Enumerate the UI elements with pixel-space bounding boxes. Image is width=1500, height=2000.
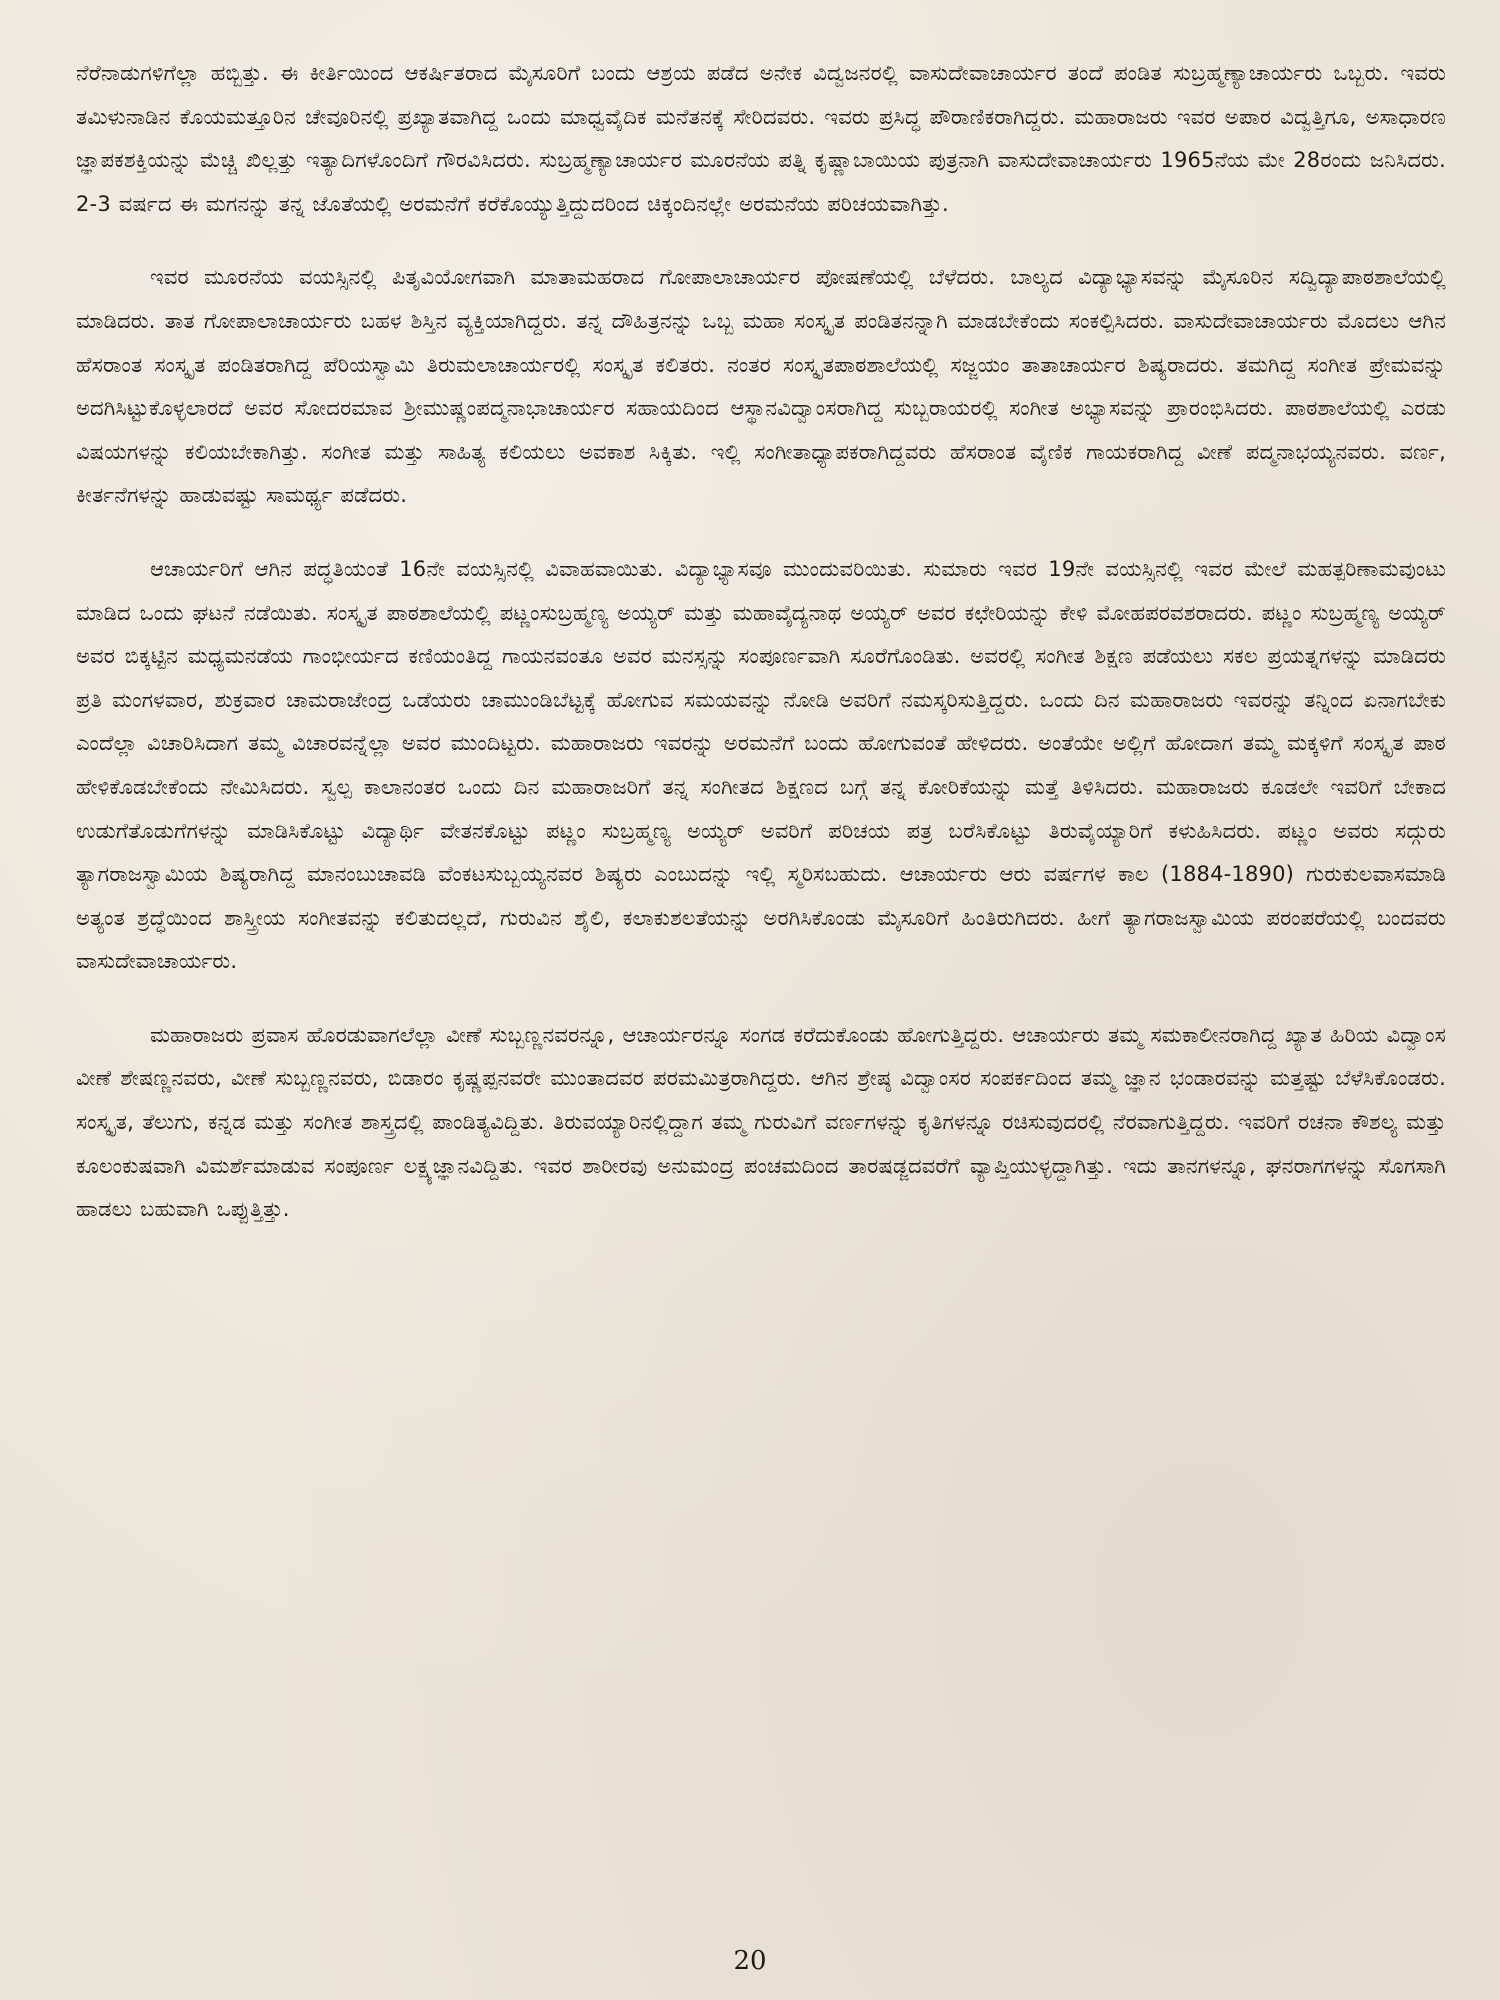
- paragraph-4: ಮಹಾರಾಜರು ಪ್ರವಾಸ ಹೊರಡುವಾಗಲೆಲ್ಲಾ ವೀಣೆ ಸುಬ್ಬಣ್ಣನವರನ್ನೂ, ಆಚಾರ್ಯರನ್ನೂ ಸಂಗಡ ಕರೆದುಕೊಂಡು ಹೋಗುತ್ತಿದ್ದರು. ಆಚಾರ್ಯರು ತಮ್ಮ ಸಮಕಾಲೀನರಾಗಿದ್ದ ಖ್ಯಾತ ಹಿರಿಯ ವಿದ್ವಾಂಸ ವೀಣೆ ಶೇಷಣ್ಣನವರು, ವೀಣೆ ಸುಬ್ಬಣ್ಣನವರು, ಬಿಡಾರಂ ಕೃಷ್ಣಪ್ಪನವರೇ ಮುಂತಾದವರ ಪರಮಮಿತ್ರರಾಗಿದ್ದರು. ಆಗಿನ ಶ್ರೇಷ್ಠ ವಿದ್ವಾಂಸರ ಸಂಪರ್ಕದಿಂದ ತಮ್ಮ ಜ್ಞಾನ ಭಂಡಾರವನ್ನು ಮತ್ತಷ್ಟು ಬೆಳೆಸಿಕೊಂಡರು. ಸಂಸ್ಕೃತ, ತೆಲುಗು, ಕನ್ನಡ ಮತ್ತು ಸಂಗೀತ ಶಾಸ್ತ್ರದಲ್ಲಿ ಪಾಂಡಿತ್ಯವಿದ್ದಿತು. ತಿರುವಯ್ಯಾರಿನಲ್ಲಿದ್ದಾಗ ತಮ್ಮ ಗುರುವಿಗೆ ವರ್ಣಗಳನ್ನು ಕೃತಿಗಳನ್ನೂ ರಚಿಸುವುದರಲ್ಲಿ ನೆರವಾಗುತ್ತಿದ್ದರು. ಇವರಿಗೆ ರಚನಾ ಕೌಶಲ್ಯ ಮತ್ತು ಕೂಲಂಕುಷವಾಗಿ ವಿಮರ್ಶೆಮಾಡುವ ಸಂಪೂರ್ಣ ಲಕ್ಷ್ಯಜ್ಞಾನವಿದ್ದಿತು. ಇವರ ಶಾರೀರವು ಅನುಮಂದ್ರ ಪಂಚಮದಿಂದ ತಾರಷಡ್ಜದವರೆಗೆ ವ್ಯಾಪ್ತಿಯುಳ್ಳದ್ದಾಗಿತ್ತು. ಇದು ತಾನಗಳನ್ನೂ, ಘನರಾಗಗಳನ್ನು ಸೊಗಸಾಗಿ ಹಾಡಲು ಬಹುವಾಗಿ ಒಪ್ಪುತ್ತಿತ್ತು.: [76, 1022, 1446, 1222]
- page-number: 20: [733, 1946, 767, 1976]
- paragraph-1: ನೆರೆನಾಡುಗಳಿಗೆಲ್ಲಾ ಹಬ್ಬಿತ್ತು. ಈ ಕೀರ್ತಿಯಿಂದ ಆಕರ್ಷಿತರಾದ ಮೈಸೂರಿಗೆ ಬಂದು ಆಶ್ರಯ ಪಡೆದ ಅನೇಕ ವಿದ್ವಜನರಲ್ಲಿ ವಾಸುದೇವಾಚಾರ್ಯರ ತಂದೆ ಪಂಡಿತ ಸುಬ್ರಹ್ಮಣ್ಯಾಚಾರ್ಯರು ಒಬ್ಬರು. ಇವರು ತಮಿಳುನಾಡಿನ ಕೊಯಮತ್ತೂರಿನ ಚೇವೂರಿನಲ್ಲಿ ಪ್ರಖ್ಯಾತವಾಗಿದ್ದ ಒಂದು ಮಾಧ್ವವೈದಿಕ ಮನೆತನಕ್ಕೆ ಸೇರಿದವರು. ಇವರು ಪ್ರಸಿದ್ಧ ಪೌರಾಣಿಕರಾಗಿದ್ದರು. ಮಹಾರಾಜರು ಇವರ ಅಪಾರ ವಿದ್ವತ್ತಿಗೂ, ಅಸಾಧಾರಣ ಜ್ಞಾಪಕಶಕ್ತಿಯನ್ನು ಮೆಚ್ಚಿ ಖಿಲ್ಲತ್ತು ಇತ್ಯಾದಿಗಳೊಂದಿಗೆ ಗೌರವಿಸಿದರು. ಸುಬ್ರಹ್ಮಣ್ಯಾಚಾರ್ಯರ ಮೂರನೆಯ ಪತ್ನಿ ಕೃಷ್ಣಾಬಾಯಿಯ ಪುತ್ರನಾಗಿ ವಾಸುದೇವಾಚಾರ್ಯರು 1965ನೆಯ ಮೇ 28ರಂದು ಜನಿಸಿದರು. 2-3 ವರ್ಷದ ಈ ಮಗನನ್ನು ತನ್ನ ಜೊತೆಯಲ್ಲಿ ಅರಮನೆಗೆ ಕರೆಕೊಯ್ಯುತ್ತಿದ್ದುದರಿಂದ ಚಿಕ್ಕಂದಿನಲ್ಲೇ ಅರಮನೆಯ ಪರಿಚಯವಾಗಿತ್ತು.: [76, 61, 1446, 216]
- body-text: [76, 52, 1446, 1262]
- paragraph-3: ಆಚಾರ್ಯರಿಗೆ ಆಗಿನ ಪದ್ಧತಿಯಂತೆ 16ನೇ ವಯಸ್ಸಿನಲ್ಲಿ ವಿವಾಹವಾಯಿತು. ವಿದ್ಯಾಭ್ಯಾಸವೂ ಮುಂದುವರಿಯಿತು. ಸುಮಾರು ಇವರ 19ನೇ ವಯಸ್ಸಿನಲ್ಲಿ ಇವರ ಮೇಲೆ ಮಹತ್ಪರಿಣಾಮವುಂಟು ಮಾಡಿದ ಒಂದು ಘಟನೆ ನಡೆಯಿತು. ಸಂಸ್ಕೃತ ಪಾಠಶಾಲೆಯಲ್ಲಿ ಪಟ್ಣಂಸುಬ್ರಹ್ಮಣ್ಯ ಅಯ್ಯರ್ ಮತ್ತು ಮಹಾವೈದ್ಯನಾಥ ಅಯ್ಯರ್ ಅವರ ಕಛೇರಿಯನ್ನು ಕೇಳಿ ಮೋಹಪರವಶರಾದರು. ಪಟ್ಣಂ ಸುಬ್ರಹ್ಮಣ್ಯ ಅಯ್ಯರ್ ಅವರ ಬಿಕ್ಕಟ್ಟಿನ ಮಧ್ಯಮನಡೆಯ ಗಾಂಭೀರ್ಯದ ಕಣಿಯಂತಿದ್ದ ಗಾಯನವಂತೂ ಅವರ ಮನಸ್ಸನ್ನು ಸಂಪೂರ್ಣವಾಗಿ ಸೂರೆಗೊಂಡಿತು. ಅವರಲ್ಲಿ ಸಂಗೀತ ಶಿಕ್ಷಣ ಪಡೆಯಲು ಸಕಲ ಪ್ರಯತ್ನಗಳನ್ನು ಮಾಡಿದರು ಪ್ರತಿ ಮಂಗಳವಾರ, ಶುಕ್ರವಾರ ಚಾಮರಾಜೇಂದ್ರ ಒಡೆಯರು ಚಾಮುಂಡಿಬೆಟ್ಟಕ್ಕೆ ಹೋಗುವ ಸಮಯವನ್ನು ನೋಡಿ ಅವರಿಗೆ ನಮಸ್ಕರಿಸುತ್ತಿದ್ದರು. ಒಂದು ದಿನ ಮಹಾರಾಜರು ಇವರನ್ನು ತನ್ನಿಂದ ಏನಾಗಬೇಕು ಎಂದೆಲ್ಲಾ ವಿಚಾರಿಸಿದಾಗ ತಮ್ಮ ವಿಚಾರವನ್ನೆಲ್ಲಾ ಅವರ ಮುಂದಿಟ್ಟರು. ಮಹಾರಾಜರು ಇವರನ್ನು ಅರಮನೆಗೆ ಬಂದು ಹೋಗುವಂತೆ ಹೇಳಿದರು. ಅಂತೆಯೇ ಅಲ್ಲಿಗೆ ಹೋದಾಗ ತಮ್ಮ ಮಕ್ಕಳಿಗೆ ಸಂಸ್ಕೃತ ಪಾಠ ಹೇಳಿಕೊಡಬೇಕೆಂದು ನೇಮಿಸಿದರು. ಸ್ವಲ್ಪ ಕಾಲಾನಂತರ ಒಂದು ದಿನ ಮಹಾರಾಜರಿಗೆ ತನ್ನ ಸಂಗೀತದ ಶಿಕ್ಷಣದ ಬಗ್ಗೆ ತನ್ನ ಕೋರಿಕೆಯನ್ನು ಮತ್ತೆ ತಿಳಿಸಿದರು. ಮಹಾರಾಜರು ಕೂಡಲೇ ಇವರಿಗೆ ಬೇಕಾದ ಉಡುಗೆತೊಡುಗೆಗಳನ್ನು ಮಾಡಿಸಿಕೊಟ್ಟು ವಿದ್ಯಾರ್ಥಿ ವೇತನಕೊಟ್ಟು ಪಟ್ಣಂ ಸುಬ್ರಹ್ಮಣ್ಯ ಅಯ್ಯರ್ ಅವರಿಗೆ ಪರಿಚಯ ಪತ್ರ ಬರೆಸಿಕೊಟ್ಟು ತಿರುವೈಯ್ಯಾರಿಗೆ ಕಳುಹಿಸಿದರು. ಪಟ್ಣಂ ಅವರು ಸದ್ಗುರು ತ್ಯಾಗರಾಜಸ್ವಾಮಿಯ ಶಿಷ್ಯರಾಗಿದ್ದ ಮಾನಂಬುಚಾವಡಿ ವೆಂಕಟಸುಬ್ಬಯ್ಯನವರ ಶಿಷ್ಯರು ಎಂಬುದನ್ನು ಇಲ್ಲಿ ಸ್ಮರಿಸಬಹುದು. ಆಚಾರ್ಯರು ಆರು ವರ್ಷಗಳ ಕಾಲ (1884-1890) ಗುರುಕುಲವಾಸಮಾಡಿ ಅತ್ಯಂತ ಶ್ರದ್ಧೆಯಿಂದ ಶಾಸ್ತ್ರೀಯ ಸಂಗೀತವನ್ನು ಕಲಿತುದಲ್ಲದೆ, ಗುರುವಿನ ಶೈಲಿ, ಕಲಾಕುಶಲತೆಯನ್ನು ಅರಗಿಸಿಕೊಂಡು ಮೈಸೂರಿಗೆ ಹಿಂತಿರುಗಿದರು. ಹೀಗೆ ತ್ಯಾಗರಾಜಸ್ವಾಮಿಯ ಪರಂಪರೆಯಲ್ಲಿ ಬಂದವರು ವಾಸುದೇವಾಚಾರ್ಯರು.: [76, 556, 1446, 974]
- paragraph-2: ಇವರ ಮೂರನೆಯ ವಯಸ್ಸಿನಲ್ಲಿ ಪಿತೃವಿಯೋಗವಾಗಿ ಮಾತಾಮಹರಾದ ಗೋಪಾಲಾಚಾರ್ಯರ ಪೋಷಣೆಯಲ್ಲಿ ಬೆಳೆದರು. ಬಾಲ್ಯದ ವಿದ್ಯಾಭ್ಯಾಸವನ್ನು ಮೈಸೂರಿನ ಸದ್ವಿದ್ಯಾಪಾಠಶಾಲೆಯಲ್ಲಿ ಮಾಡಿದರು. ತಾತ ಗೋಪಾಲಾಚಾರ್ಯರು ಬಹಳ ಶಿಸ್ತಿನ ವ್ಯಕ್ತಿಯಾಗಿದ್ದರು. ತನ್ನ ದೌಹಿತ್ರನನ್ನು ಒಬ್ಬ ಮಹಾ ಸಂಸ್ಕೃತ ಪಂಡಿತನನ್ನಾಗಿ ಮಾಡಬೇಕೆಂದು ಸಂಕಲ್ಪಿಸಿದರು. ವಾಸುದೇವಾಚಾರ್ಯರು ಮೊದಲು ಆಗಿನ ಹೆಸರಾಂತ ಸಂಸ್ಕೃತ ಪಂಡಿತರಾಗಿದ್ದ ಪೆರಿಯಸ್ವಾಮಿ ತಿರುಮಲಾಚಾರ್ಯರಲ್ಲಿ ಸಂಸ್ಕೃತ ಕಲಿತರು. ನಂತರ ಸಂಸ್ಕೃತಪಾಠಶಾಲೆಯಲ್ಲಿ ಸಜ್ಜಯಂ ತಾತಾಚಾರ್ಯರ ಶಿಷ್ಯರಾದರು. ತಮಗಿದ್ದ ಸಂಗೀತ ಪ್ರೇಮವನ್ನು ಅದಗಿಸಿಟ್ಟುಕೊಳ್ಳಲಾರದೆ ಅವರ ಸೋದರಮಾವ ಶ್ರೀಮುಷ್ಣಂಪದ್ಮನಾಭಾಚಾರ್ಯರ ಸಹಾಯದಿಂದ ಆಸ್ಥಾನವಿದ್ವಾಂಸರಾಗಿದ್ದ ಸುಬ್ಬರಾಯರಲ್ಲಿ ಸಂಗೀತ ಅಭ್ಯಾಸವನ್ನು ಪ್ರಾರಂಭಿಸಿದರು. ಪಾಠಶಾಲೆಯಲ್ಲಿ ಎರಡು ವಿಷಯಗಳನ್ನು ಕಲಿಯಬೇಕಾಗಿತ್ತು. ಸಂಗೀತ ಮತ್ತು ಸಾಹಿತ್ಯ ಕಲಿಯಲು ಅವಕಾಶ ಸಿಕ್ಕಿತು. ಇಲ್ಲಿ ಸಂಗೀತಾಧ್ಯಾಪಕರಾಗಿದ್ದವರು ಹೆಸರಾಂತ ವೈಣಿಕ ಗಾಯಕರಾಗಿದ್ದ ವೀಣೆ ಪದ್ಮನಾಭಯ್ಯನವರು. ವರ್ಣ, ಕೀರ್ತನೆಗಳನ್ನು ಹಾಡುವಷ್ಟು ಸಾಮರ್ಥ್ಯ ಪಡೆದರು.: [76, 265, 1446, 508]
